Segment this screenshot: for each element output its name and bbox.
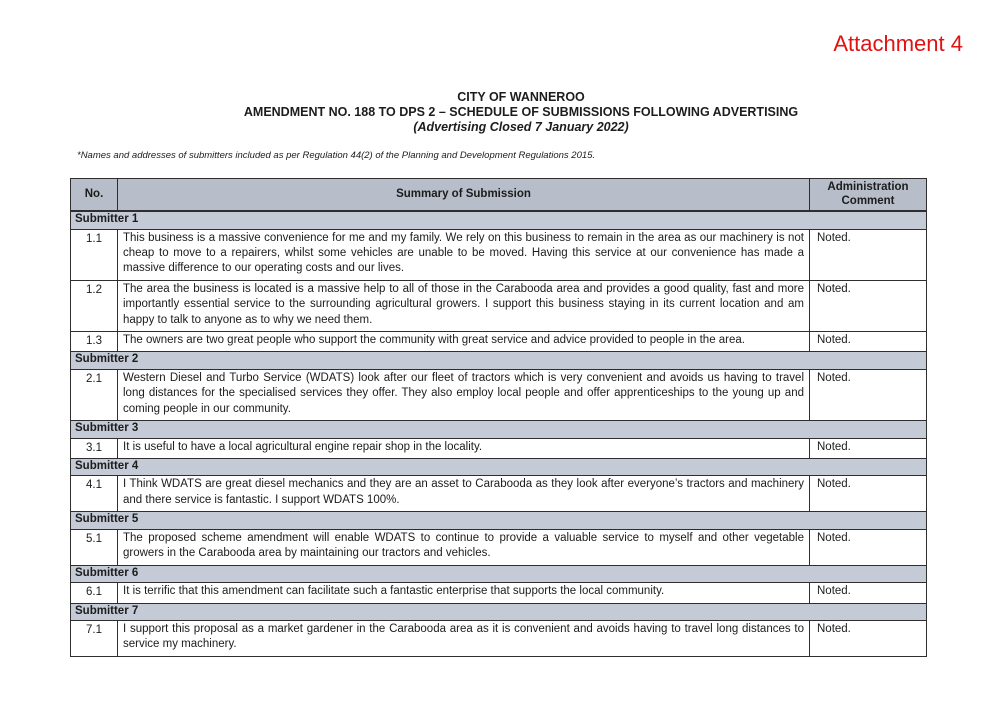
column-header-summary-of-submission: Summary of Submission	[118, 179, 810, 212]
submission-summary: This business is a massive convenience for me and my family. We rely on this business to remain in the area as our machinery is not cheap to move to a repairers, whilst some vehicles are unable to be moved. Having this service at our convenience has made a massive difference to our operating costs and our lives.	[118, 229, 810, 280]
administration-comment: Noted.	[810, 438, 927, 458]
submission-number: 1.1	[71, 229, 118, 280]
submissions-table	[70, 178, 927, 657]
column-header-no: No.	[71, 179, 118, 212]
administration-comment: Noted.	[810, 369, 927, 420]
document-title-block	[41, 90, 1001, 134]
submission-row	[71, 331, 927, 351]
title-amendment-schedule: AMENDMENT NO. 188 TO DPS 2 – SCHEDULE OF SUBMISSIONS FOLLOWING ADVERTISING	[243, 104, 799, 119]
submission-row	[71, 280, 927, 331]
administration-comment: Noted.	[810, 229, 927, 280]
submission-summary: Western Diesel and Turbo Service (WDATS) look after our fleet of tractors which is very convenient and avoids us having to travel long distances for the specialised services they offer. They also employ local people and offer apprenticeships to the young up and coming people in our community.	[118, 369, 810, 420]
submission-summary: The owners are two great people who support the community with great service and advice provided to people in the area.	[118, 331, 810, 351]
table-header-row	[71, 179, 927, 212]
administration-comment: Noted.	[810, 529, 927, 565]
submitter-group-label: Submitter 4	[71, 458, 927, 476]
submission-row	[71, 229, 927, 280]
attachment-label: Attachment 4	[833, 31, 963, 56]
submission-summary: The proposed scheme amendment will enable WDATS to continue to provide a valuable service to myself and other vegetable growers in the Carabooda area by maintaining our tractors and vehicles.	[118, 529, 810, 565]
submissions-table-body	[71, 211, 927, 656]
submission-row	[71, 438, 927, 458]
submission-row	[71, 621, 927, 657]
submission-row	[71, 529, 927, 565]
submission-number: 6.1	[71, 583, 118, 603]
submitter-group-row	[71, 512, 927, 530]
submission-row	[71, 583, 927, 603]
administration-comment: Noted.	[810, 331, 927, 351]
submitter-group-row	[71, 352, 927, 370]
title-advertising-closed: (Advertising Closed 7 January 2022)	[413, 119, 629, 134]
submitter-group-row	[71, 421, 927, 439]
submitter-group-row	[71, 458, 927, 476]
submitter-group-label: Submitter 2	[71, 352, 927, 370]
administration-comment: Noted.	[810, 621, 927, 657]
submitter-group-row	[71, 211, 927, 229]
submission-number: 2.1	[71, 369, 118, 420]
submitter-group-row	[71, 565, 927, 583]
submission-summary: I support this proposal as a market gardener in the Carabooda area as it is convenient and avoids having to travel long distances to service my machinery.	[118, 621, 810, 657]
submission-number: 7.1	[71, 621, 118, 657]
submission-number: 4.1	[71, 476, 118, 512]
submitter-group-row	[71, 603, 927, 621]
submission-row	[71, 476, 927, 512]
title-city-of-wanneroo: CITY OF WANNEROO	[457, 90, 585, 104]
submitter-group-label: Submitter 5	[71, 512, 927, 530]
administration-comment: Noted.	[810, 476, 927, 512]
administration-comment: Noted.	[810, 583, 927, 603]
administration-comment: Noted.	[810, 280, 927, 331]
submitter-group-label: Submitter 3	[71, 421, 927, 439]
submission-number: 1.3	[71, 331, 118, 351]
submitter-group-label: Submitter 1	[71, 211, 927, 229]
submission-number: 3.1	[71, 438, 118, 458]
footnote-regulation-note: *Names and addresses of submitters included as per Regulation 44(2) of the Planning and Development Regulations 2015.	[77, 150, 596, 161]
submission-summary: I Think WDATS are great diesel mechanics and they are an asset to Carabooda as they look after everyone’s tractors and machinery and there service is fantastic. I support WDATS 100%.	[118, 476, 810, 512]
submission-number: 5.1	[71, 529, 118, 565]
submission-row	[71, 369, 927, 420]
submission-summary: It is useful to have a local agricultural engine repair shop in the locality.	[118, 438, 810, 458]
submission-summary: It is terrific that this amendment can facilitate such a fantastic enterprise that supports the local community.	[118, 583, 810, 603]
submission-number: 1.2	[71, 280, 118, 331]
column-header-administration-comment: Administration Comment	[810, 179, 927, 212]
submitter-group-label: Submitter 6	[71, 565, 927, 583]
submission-summary: The area the business is located is a massive help to all of those in the Carabooda area and provides a good quality, fast and more importantly essential service to the surrounding agricultural growers. I support this business staying in its current location and am happy to talk to anyone as to why we need them.	[118, 280, 810, 331]
submitter-group-label: Submitter 7	[71, 603, 927, 621]
